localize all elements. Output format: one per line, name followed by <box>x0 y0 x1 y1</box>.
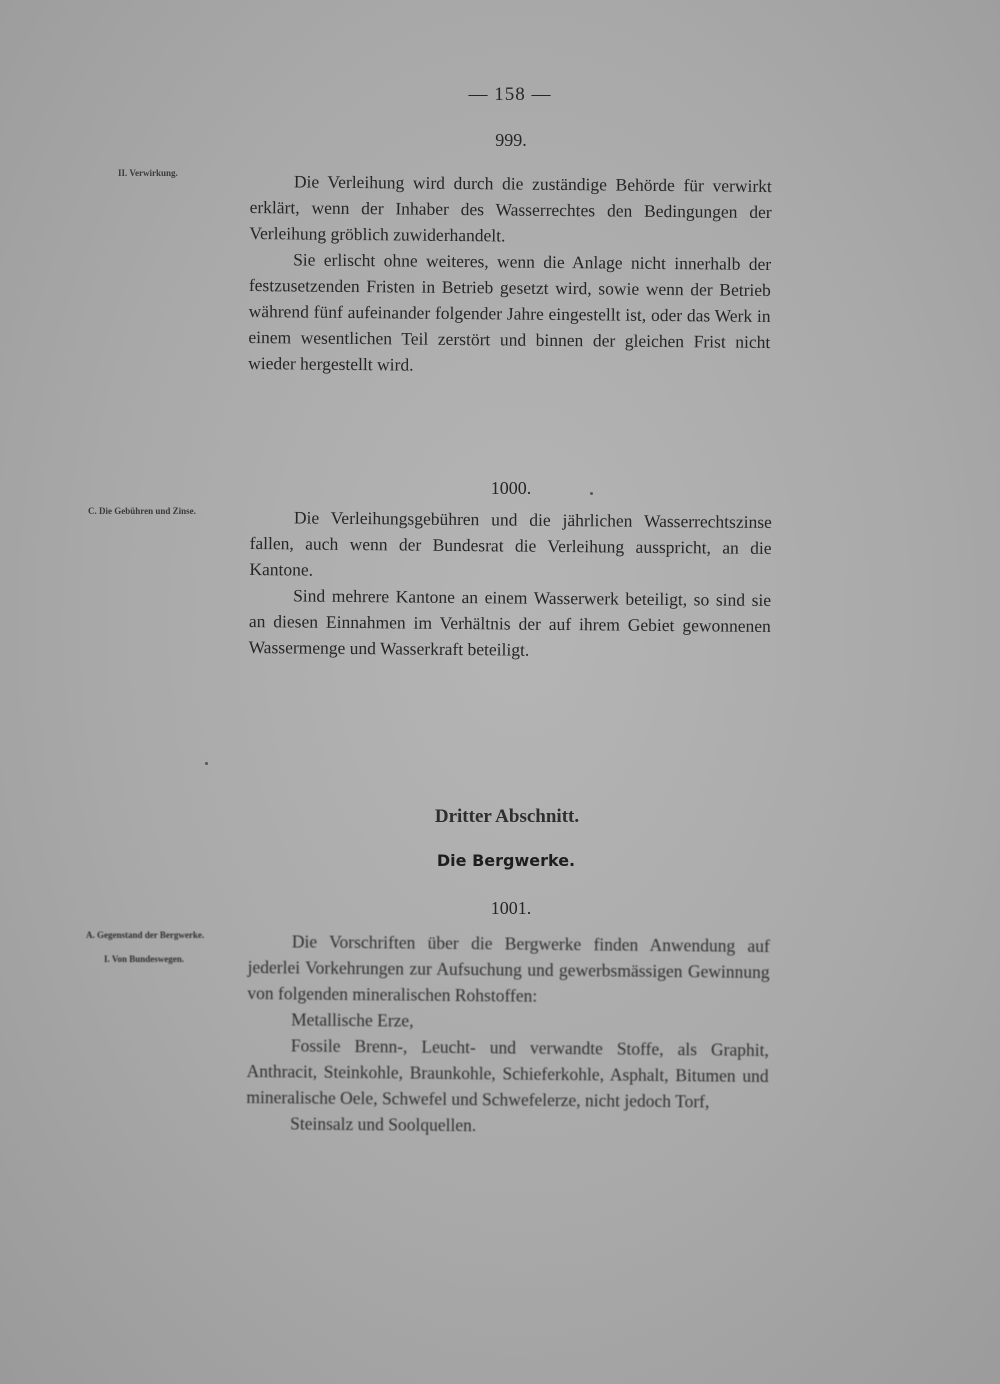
section-1000-text <box>249 504 772 665</box>
paragraph: Sie erlischt ohne weiteres, wenn die Anlage nicht innerhalb der festzusetzenden Fristen in Betrieb gesetzt wird, sowie wenn der Betrieb während fünf aufeinander folgender Jahre eingestellt ist, oder das Werk in einem wesentlichen Teil zerstört und binnen der gleichen Frist nicht wieder hergestellt wird. <box>248 249 772 375</box>
margin-note-1001-a: A. Gegenstand der Bergwerke. <box>86 930 205 940</box>
paragraph: Sind mehrere Kantone an einem Wasserwerk beteiligt, so sind sie an diesen Einnahmen im Verhältnis der auf ihrem Gebiet gewonnenen Wassermenge und Wasserkraft beteiligt. <box>248 585 772 660</box>
list-item: Metallische Erze, <box>291 1009 414 1031</box>
part-title: Die Bergwerke. <box>436 851 576 870</box>
paragraph: Die Vorschriften über die Bergwerke finden Anwendung auf jederlei Vorkehrungen zur Aufsuchung und gewerbsmässigen Gewinnung von folgenden mineralischen Rohstoffen: <box>247 931 770 1006</box>
section-1001-text <box>246 928 770 1141</box>
list-item: Steinsalz und Soolquellen. <box>290 1113 477 1136</box>
part-heading: Dritter Abschnitt. <box>434 806 580 827</box>
margin-note-1000: C. Die Gebühren und Zinse. <box>88 506 196 516</box>
speck <box>590 492 593 495</box>
margin-note-999: II. Verwirkung. <box>118 168 178 178</box>
section-number-1000: 1000. <box>490 478 532 498</box>
paragraph: Die Verleihung wird durch die zuständige Behörde für verwirkt erklärt, wenn der Inhaber des Wasserrechtes den Bedingungen der Verleihung gröblich zuwiderhandelt. <box>249 171 772 246</box>
section-number-1001: 1001. <box>490 898 532 918</box>
paragraph: Die Verleihungsgebühren und die jährlichen Wasserrechtszinse fallen, auch wenn der Bundesrat die Verleihung ausspricht, an die Kantone. <box>249 507 772 580</box>
section-999-text <box>248 168 772 381</box>
speck <box>205 762 208 765</box>
page-number: — 158 — <box>468 84 552 105</box>
margin-note-1001-b: I. Von Bundeswegen. <box>104 954 185 964</box>
section-number-999: 999. <box>495 130 527 150</box>
list-item: Fossile Brenn-, Leucht- und verwandte Stoffe, als Graphit, Anthracit, Steinkohle, Braunkohle, Schieferkohle, Asphalt, Bitumen und mineralische Oele, Schwefel und Schwefelerze, nicht jedoch Torf, <box>246 1035 769 1112</box>
